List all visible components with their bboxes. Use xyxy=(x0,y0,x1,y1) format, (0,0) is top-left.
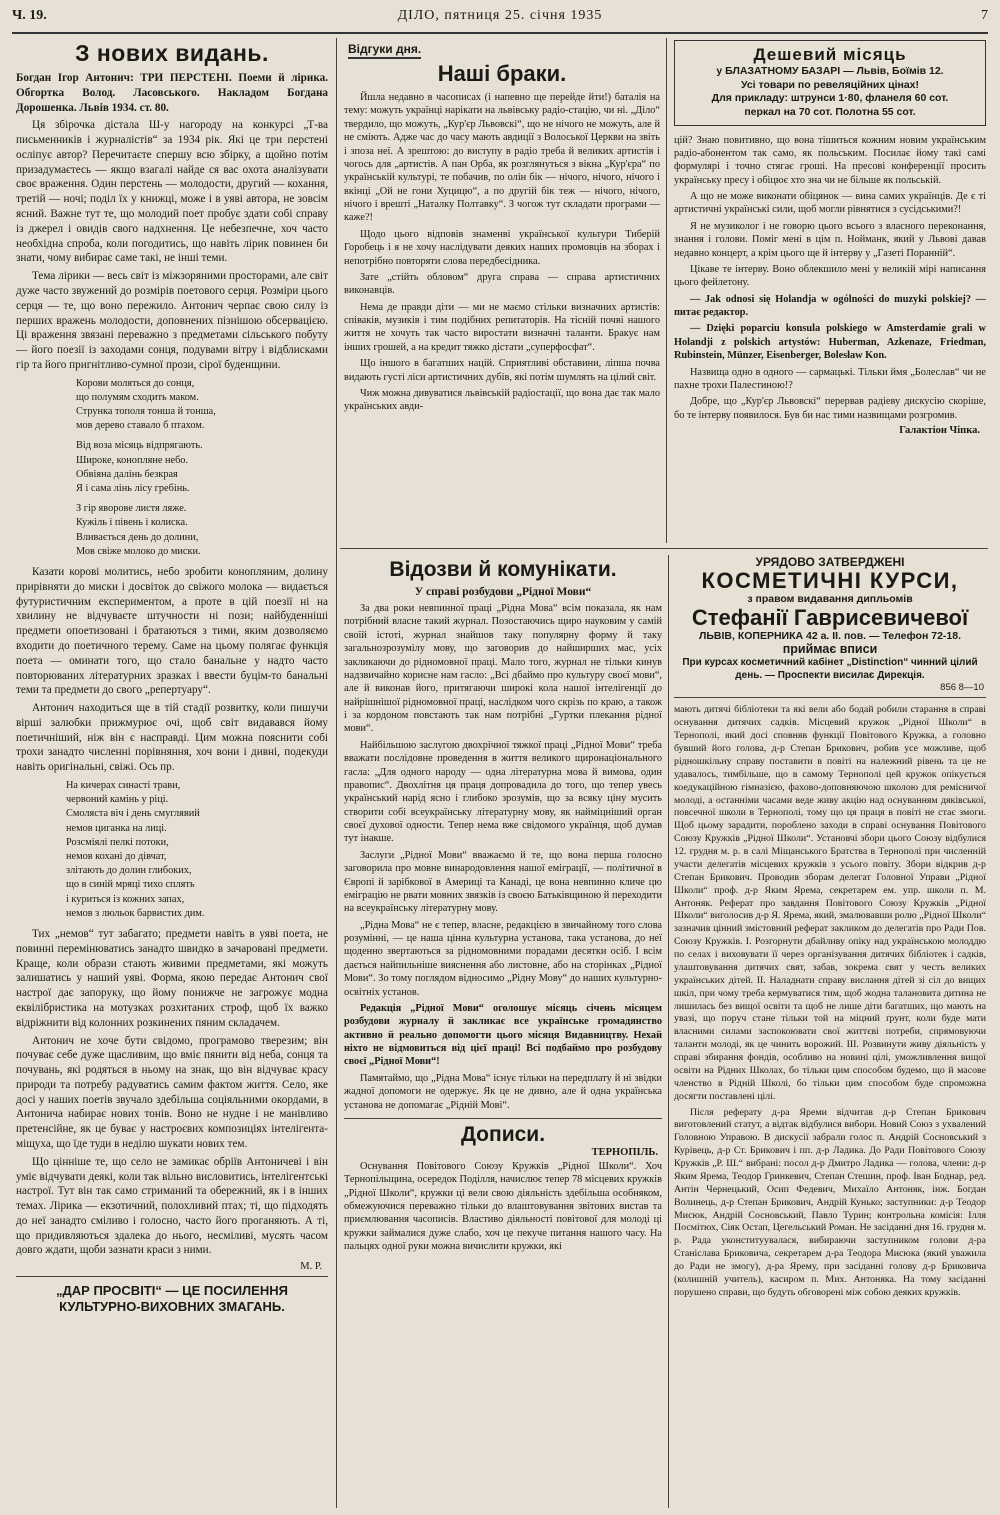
paragraph: Памятаймо, що „Рідна Мова“ існує тільки на передплату й ні звідки жадної допомоги не одержує. Як це не дивно, але й одна українська установа не допомагає „Рідній Мові“. xyxy=(344,1072,662,1111)
paragraph: „Рідна Мова“ не є тепер, власне, редакцією в звичайному того слова розумінні, — це наша цінна культурна установа, така установа, до неї щоденно звертаються за рідномовними порадами десятки осіб. І всім дається найпильніше вияснення або листовне, або на сторінках „Рідної Мови“. Зо тому поглядом відносимо „Рідну Мову“ до наших культурно-освітніх установ. xyxy=(344,919,662,998)
poem-line: Вливається день до долини, xyxy=(76,531,199,543)
poem-line: Смоляста віч і день смуглявий xyxy=(66,808,200,820)
ad-line: При курсах косметичний кабінет „Distinction“ чинний цілий день. — Проспекти висилає Дирекція. xyxy=(682,657,978,682)
poem-line: Струнка тополя тонша й тонша, xyxy=(76,406,216,418)
paragraph: Чиж можна дивуватися львівській радіостації, що вона дає так мало українських авди- xyxy=(344,387,660,413)
page-header xyxy=(12,8,988,30)
poem-line: Широке, конопляне небо. xyxy=(76,454,189,466)
paragraph: Я не музиколог і не говорю цього всього з власного переконання, знання і голови. Поміг мені в цім п. Нойманк, який у Львові давав недавно концерт, а крім цього ще й інтерву у „Газеті Поранній“. xyxy=(674,220,986,259)
review-article xyxy=(16,40,328,1510)
ad-name: Стефанії Гаврисевичевої xyxy=(691,605,969,631)
ad-line: УРЯДОВО ЗАТВЕРДЖЕНІ xyxy=(755,555,905,569)
review-signature: М. Р. xyxy=(300,1261,322,1273)
paragraph: Що іншого в багатших націй. Сприятливі обставини, ліпша почва видають густі ліси артистичних дубів, які потім шумлять на цілий світ. xyxy=(344,358,660,383)
ad-line: з правом видавання дипльомів xyxy=(747,593,913,606)
paragraph: Назвища одно в одного — сармацькі. Тільки ймя „Болеслав“ чи не пахне трохи Палестиною!? xyxy=(674,366,986,391)
section-divider xyxy=(16,1276,328,1277)
column-divider xyxy=(666,38,667,543)
paragraph: Після реферату д-ра Яреми відчитав д-р Степан Брикович виготовлений статут, а відтак відбулися вибори. Новий Союз з ухвалений Головною Управою. В дискусії забрали голос п. Андрій Сосновський з Курівець, д-р Ст. Брикович і пп. д-р Ладика. До Ради Повітового Союзу Кружків „Р. Ш.“ вибрані: посол д-р Дмитро Ладика — голова, члени: д-р Яким Ярема, Теодор Гринкевич, Степан Стешин, проф. Іван Боднар, ред. Антін Чернецький, Осип Федевич, Михаїло Антоняк, інж. Богдан Волинець, д-р Степан Брикович, Андрій Кунько; заступники: д-р Теодор Мисюк, Андрій Сосновський, Павло Турин; контрольна комісія: Ілля Посмітюх, Сіяк Остап, Цегельський Роман. Не засіданні дня 16. грудня м. р. Рада уконституувалася, вибираючи заступником голови д-ра Станіслава Бриковича, секретарем д-ра Теодора Мисюка (який уважила до Ради не змогу), д-ра Ярему, при засіданні голову д-р Бриковичa (колишній учитель), касиром п. Мих. Антоняка. На тому засіданні порушено справи, що будуть обговорені між собою деяких кружків. xyxy=(674,1106,986,1298)
paragraph: Антонич не хоче бути свідомо, програмово тверезим; він почуває себе дуже щасливим, що вміє пянити від неба, сонця та почувань, які родяться в ньому на знак, що він відчуває красу природи та потребу радуватись самим фактом життя. Село, яке досі у наших поетів звучало здебільша соціяльними окордами, в Антонича набирає нових тонів. Воно не нудне і не манівливо претенсійне, як це буває у настроєвих композиціях інтелігента-міщуха, що їде туди в неділю шукати нових тем. xyxy=(16,1034,328,1150)
poem-line: червоний камінь у ріці. xyxy=(66,794,169,806)
section-divider xyxy=(344,1118,662,1119)
poem-excerpt xyxy=(76,377,328,559)
paragraph: Тих „немов“ тут забагато; предмети навіть в уяві поета, не повинні перемінюватись занадто швидко в зачаровані предмети. Краще, коли образи стають живими предметами, які можуть залишатись у наший уяві. Форма, якою передає Антонич свої настрої дає запоруку, що йому понижче не загрожує модна еквілібристика на мотузках розхитаних строф, щоб їх важко відріжнити від колонних розкинених пяним складачем. xyxy=(16,928,328,1029)
paragraph: Найбільшою заслугою двохрічної тяжкої праці „Рідної Мови“ треба вважати послідовне проведення в життя великого щиронаціонального гасла: „Для одного народу — одна літературна мова й вимова, один правопис“. Двохлітня ця праця допровадила до того, що тепер увесь український нарід ясно і глибоко зрозумів, що за всяку ціну мусить створити собі всеукраїнську літературну мову, як найміцніший орган своєї духової одности. Тепер нема вже свідомого українця, щоб думав тут інакше. xyxy=(344,739,662,845)
ad-line: Для прикладу: штрунси 1·80, фланеля 60 сот. xyxy=(711,92,949,105)
page-number-left: Ч. 19. xyxy=(12,8,47,23)
ad-cosmetic-courses xyxy=(674,555,986,698)
ad-title: Дешевий місяць xyxy=(753,45,907,64)
appeal-title: Відозви й комунікати. xyxy=(389,558,617,581)
poem-line: На кичерах синасті трави, xyxy=(66,780,181,791)
report-place: ТЕРНОПІЛЬ. xyxy=(591,1146,658,1158)
poem-line: Від воза місяць відпрягають. xyxy=(76,440,203,452)
rubric-kicker: Відгуки дня. xyxy=(348,42,421,59)
paragraph: Заслуги „Рідної Мови“ вважаємо й те, що вона перша голосно заговорила про мовне винародовлення нашої еміграції, — політичної в Європі й зарібкової в Америці та Канаді, це вона невпинно кличе цю еміграцію не рвати мовних звязків із своєю Батьківщиною й переходити на всеукраїнську літературну мову. xyxy=(344,849,662,915)
poem-line: що полумям сходить маком. xyxy=(76,391,199,403)
ad-title: КОСМЕТИЧНІ КУРСИ, xyxy=(701,568,959,593)
poem-line: Корови моляться до сонця, xyxy=(76,377,195,389)
review-lead: Богдан Ігор Антонич: ТРИ ПЕРСТЕНІ. Поеми й лірика. Обгортка Волод. Ласовського. Накладом Богдана Дорошенка. Львів 1934. ст. 80. xyxy=(16,72,328,114)
poem-line: і куриться із кожних запах, xyxy=(66,893,185,905)
paragraph: За два роки невпинної праці „Рідна Мова“ всім показала, як нам потрібний власне такий журнал. Позостаючись щиро науковим у самій своїй істоті, журнал знайшов таку популярну форму й таку загальнозрозумілу мову, що заговорив до найширших мас, усіх закликаючи до рідномовної праці. Мало того, журнал не тільки кинув надзвичайно корисне нам гасло: „Всі дбаймо про культуру своєї мови“, але й виконав його, притягаючи широкі кола нашої інтелігенції до найрішнішої рідномовної праці, наслідком чого скрізь по краю, а також і за кордоном повстають так нам потрібні „Гуртки плекання рідної мови“. xyxy=(344,603,662,735)
slogan: „ДАР ПРОСВІТІ“ — ЦЕ ПОСИЛЕННЯ КУЛЬТУРНО-ВИХОВНИХ ЗМАГАНЬ. xyxy=(56,1283,288,1315)
column-divider xyxy=(668,555,669,1508)
ad-address: ЛЬВІВ, КОПЕРНИКА 42 а. II. пов. — Телефон 72-18. xyxy=(699,630,961,643)
poem-line: що в синій мряці тихо сплять xyxy=(66,879,195,891)
paragraph: Нема де правди діти — ми не маємо стільки визначних артистів: співаків, музиків і тим подібних репитаторів. На тісній почві нашого життя не хочуть так часто виростати визначні таланти. Бракує нам інших грошей, а на кредит тяжко дістати „суперфосфат“. xyxy=(344,301,660,353)
section-divider xyxy=(340,548,988,549)
appeal-subtitle: У справі розбудови „Рідної Мови“ xyxy=(414,586,592,598)
paragraph: А що не може виконати обіцянок — вина самих українців. Де є ті артистичні українські сили, щоб могли рівнятися з сусідськими?! xyxy=(674,191,986,216)
column-divider xyxy=(336,38,337,1508)
ad-code: 856 8—10 xyxy=(940,682,984,694)
poem-line: Розсміялі пелкі потоки, xyxy=(66,836,169,848)
feuilleton-signature: Галактіон Чіпка. xyxy=(899,425,980,437)
paragraph: цій? Знаю повитивно, що вона тішиться кожним новим українським радіо-абонентом так само, як польським. Посилає йому такі самі формулярі і точно стягає гроші. На пресові конференції просить українську пресу і обіцює хто зна чи не більше як польській. xyxy=(674,134,986,186)
paragraph: Зате „стійть обловом“ друга справа — справа артистичних виконавців. xyxy=(344,271,660,297)
poem-line: немов циганка на лиці. xyxy=(66,822,167,834)
ad-line: перкал на 70 сот. Полотна 55 сот. xyxy=(744,105,916,118)
paragraph: Цікаве те інтерву. Воно облекшило мені у великій мірі написання цього фейлетону. xyxy=(674,263,986,289)
feuilleton-title: Наші браки. xyxy=(437,61,567,86)
paragraph: — Jak odnosi się Holandja w ogólności do muzyki polskiej? — питає редактор. xyxy=(674,293,986,319)
paragraph: Ця збірочка дістала Ш-у нагороду на конкурсі „Т-ва письменників і журналістів“ за 1934 рік. Які це три перстені осліпує автор? Перечитаєте спершу всю збірку, а щойно потім призадумаєтесь — якщо взагалі найде ся вас охота аналізувати своє враження. Один перстень — молодости, другий — кохання, третій — ночі; поділ їх у книжці, може і в уяві автора, не зовсім ясний. Важне тут те, що молодий поет пробує здати собі справу із джерел і овидів свого надхнення. Це небезпечне, хоч часто необхідна спроба, коли погодитись, що навіть лірик повинен би знати, чому вибирає саме такі, не інші теми. xyxy=(16,119,328,265)
column-three-top xyxy=(674,40,986,545)
paragraph: мають дитячі бібліотеки та які вели або бодай робили старання в справі оснування дитячих садків. Місцевий кружок „Рідної Школи“ в Тернополі, який досі сповняв функції Повітового Кружка, а головно бувший його голова, д-р Степан Брикович, робив усе можливе, щоб рідношкільну справу поставити в повіті на належний рівень та це не удавалось, тимбільше, що в самому Тернополі цей кружок опікується коедукаційною гімназією, фахово-доповняючою школою для ремісничої молоді, а останніми часами веде живу акцію над оснуванням дяківської, повсечної школи в Тернополі, тому що ця праця в повіті не стає змоги. Щоб цьому зарадити, пороблено заходи в справі оснування Повітового Союзу Кружків „Рідної Школи“. Установчі збори цього Союзу відбулися 12. грудня м. р. в салі Міщанського Братства в Тернополі при численній участи делегатів місцевих кружків з усього повіту. Збори відкрив д-р Степан Брикович. Проводив зборам делегат Головної Управи „Рідної Школи“ проф. д-р Яким Ярема, секретарем ем. упр. школи п. М. Антоняк. Реферат про завдання Повітового Союзу Кружків „Рідної Школи“ виголосив д-р Я. Ярема, який, змалювавши ролю „Рідної Школи“ зазначив цінний змістовний реферат закликом до делегатів про Ради Пов. Союзу Кружків. І. Розгорнути дбайливу опіку над українською молоддю по селах і виховувати її через організування дитячих бібліотек і садків, улаштовування дитячих свят, забав, зокрема свят у честь великих українських дітей. ІІ. Наладнати справу вислання дітей зі сіл до вищих шкіл, при чому треба кермуватися тим, щоб жодна талановита дитина не лишилась без вищої освіти та щоб не лише діти багатших, що мають на увазі, що поруч стане тільки той на міцний ґрунт, коли буде мати власними силами заспокоювати свої життєві потреби, спрямовуючи таланти молоді, як це чинить ворожий. ІІІ. Розвинути живу діяльність у справі збирання фондів, особливо на новині цілі, уможливлення вищої освіти на Рідних Школах, бо тільки цим способом будемо, що й масове членство в Рідній Школі, бо тільки цим способом буде спроможна досягти поставлені цілі. xyxy=(674,704,986,1102)
paragraph: Добре, що „Кур'єр Львовскі“ перервав радіеву дискусію скоріше, бо те інтерву появилося. Був би нас тими назвищами розгромив. xyxy=(674,396,986,421)
paragraph: Оснування Повітового Союзу Кружків „Рідної Школи“. Хоч Тернопільщина, осередок Поділля, начислює тепер 78 місцевих кружків „Рідної Школи“, кружки ці вели свою діяльність здебільша особняком, обмежуючися переважно тільки до влаштовування звітових вистав та приємлювання часописів. Властиво діяльності повітової для молоді ці кружки займалися дуже слабо, хоч це пекуче питання нашого часу. На пальцях одної руки можна вичислити кружки, які xyxy=(344,1160,662,1253)
appeal-article xyxy=(344,558,662,1508)
paragraph: Тема лірики — весь світ із міжзоряними просторами, але світ дуже часто звужений до розмірів поетового серця. Розміри цього серця — те, що воно пережило. Антонич черпає свою силу із перших вражень молодости, доповнених пізнішою обсервацією. Ці враження звязані переважно з предметами сільського побуту — його поезії із заходами сонця, подувами вітру і відблисками гір та його пригнітливо-сумної прози, сірої буденщини. xyxy=(16,270,328,371)
feuilleton-article xyxy=(344,40,660,545)
poem-line: мов дерево ставало б птахом. xyxy=(76,420,205,432)
poem-line: немов кохані до дівчат, xyxy=(66,851,167,863)
poem-line: Я і сама лінь лісу гребінь. xyxy=(76,483,190,495)
poem-excerpt xyxy=(66,779,328,921)
ad-line: приймає вписи xyxy=(782,642,878,657)
paragraph: Йшла недавно в часописах (і напевно ще перейде йти!) баталія на тему: можуть українці нарікати на львівську радіо-стацію, чи ні. „Діло“ твердило, що можуть, „Кур'єр Львовскі“, що не нічого не можуть, але й не сміють. Адже час до часу мають авдиції з Волоської Церкви на звіть і зпоза неї. А зрештою: до виступу в радіо треба й великих артистів і чогось для „артистів. А пан Орба, як розглянуться з вікна „Кур'єра“ по українській культурі, те побачив, по олін бік — нічого, нічого, нічого і вкінці „Ой не гони Хуцицю“, а по другій бік теж — нічого, нічого, нічого і врешті „Наталку Полтавку“. З чогож тут складати програми — каже?! xyxy=(344,92,660,224)
poem-line: немов з люльок барвистих дим. xyxy=(66,907,205,919)
masthead-date: ДІЛО, пятниця 25. січня 1935 xyxy=(397,8,603,23)
paragraph: Редакція „Рідної Мови“ оголошує місяць січень місяцем розбудови журналу й закликає все українське громадянство активно й реально допомогти цього місяця Видавництву. Нехай ніхто не відмовиться від цієї праці! Всі подбаймо про розбудову своєї „Рідної Мови“! xyxy=(344,1002,662,1068)
page-number-right: 7 xyxy=(981,8,988,23)
paragraph: Антонич находиться ще в тій стадії розвитку, коли пишучи вірші залюбки прижмурює очі, щоб світ видавався йому поетичніший, ніж він є насправді. Цим можна пояснити собі трохи занадто численні порівняння, хоч вони і дивні, подекуди навіть оригінальні, свіжі. Ось пр. xyxy=(16,702,328,774)
poem-line: Кужіль і півень і колиска. xyxy=(76,517,188,529)
header-rule xyxy=(12,32,988,34)
paragraph: Що цінніше те, що село не замикає обріїв Антоничеві і він уміє відчувати деякі, коли так вільно висловитись, інтелігентські настрої. Тут він так само стриманий та обережний, як і в інших темах. Лірика — екзотичний, полохливий птах; ті, що підходять до неї занадто сміливо і голосно, часто його проганяють. А ті, що придивляються здалека до нього, несміливі, мусять часом довго ждати, щоби зазнати краси з ними. xyxy=(16,1155,328,1257)
poem-line: злітають до долин глибоких, xyxy=(66,865,192,877)
paragraph: Казати корові молитись, небо зробити конопляним, долину прирівняти до миски і досвіток до свіжого молока — видається футуристичним експериментом, а проте в цій поезії ні на хвилину не відчуваєте штучности ні пози; найбуденніші предмети опоетизовані і братаються з тими, яким дозволяємо входити до поетичного терему. Саме на цьому полягає функція поета — оминати того, що стало банальне у надто часто повторюваних літературних зразках і ввести буцім-то банальні теми та предмети до свого „репертуару“. xyxy=(16,566,328,697)
ad-cheap-month xyxy=(674,40,986,126)
reports-title: Дописи. xyxy=(460,1122,546,1146)
review-title: З нових видань. xyxy=(75,40,269,66)
poem-line: З гір яворове листя ляже. xyxy=(76,503,187,515)
ad-line: у БЛАЗАТНОМУ БАЗАРІ — Львів, Боїмів 12. xyxy=(716,65,944,77)
paragraph: — Dzięki poparciu konsula polskiego w Amsterdamie grali w Holandji z polskich artystów: Huberman, Azkenaze, Friedman, Rubinstein, Münzer, Eisenberger, Bolesław Kon. xyxy=(674,323,986,362)
poem-line: Обвіяна далінь безкрая xyxy=(76,468,178,480)
ad-line: Усі товари по ревеляційних цінах! xyxy=(740,78,920,91)
poem-line: Мов свіже молоко до миски. xyxy=(76,545,201,557)
column-three-bottom xyxy=(674,555,986,1510)
paragraph: Щодо цього відповів знаменві української культури Тиберій Горобець і я не хочу наслідувати деяких наших промовців на зборах і непотрібно повторяти слова передбесідника. xyxy=(344,228,660,267)
